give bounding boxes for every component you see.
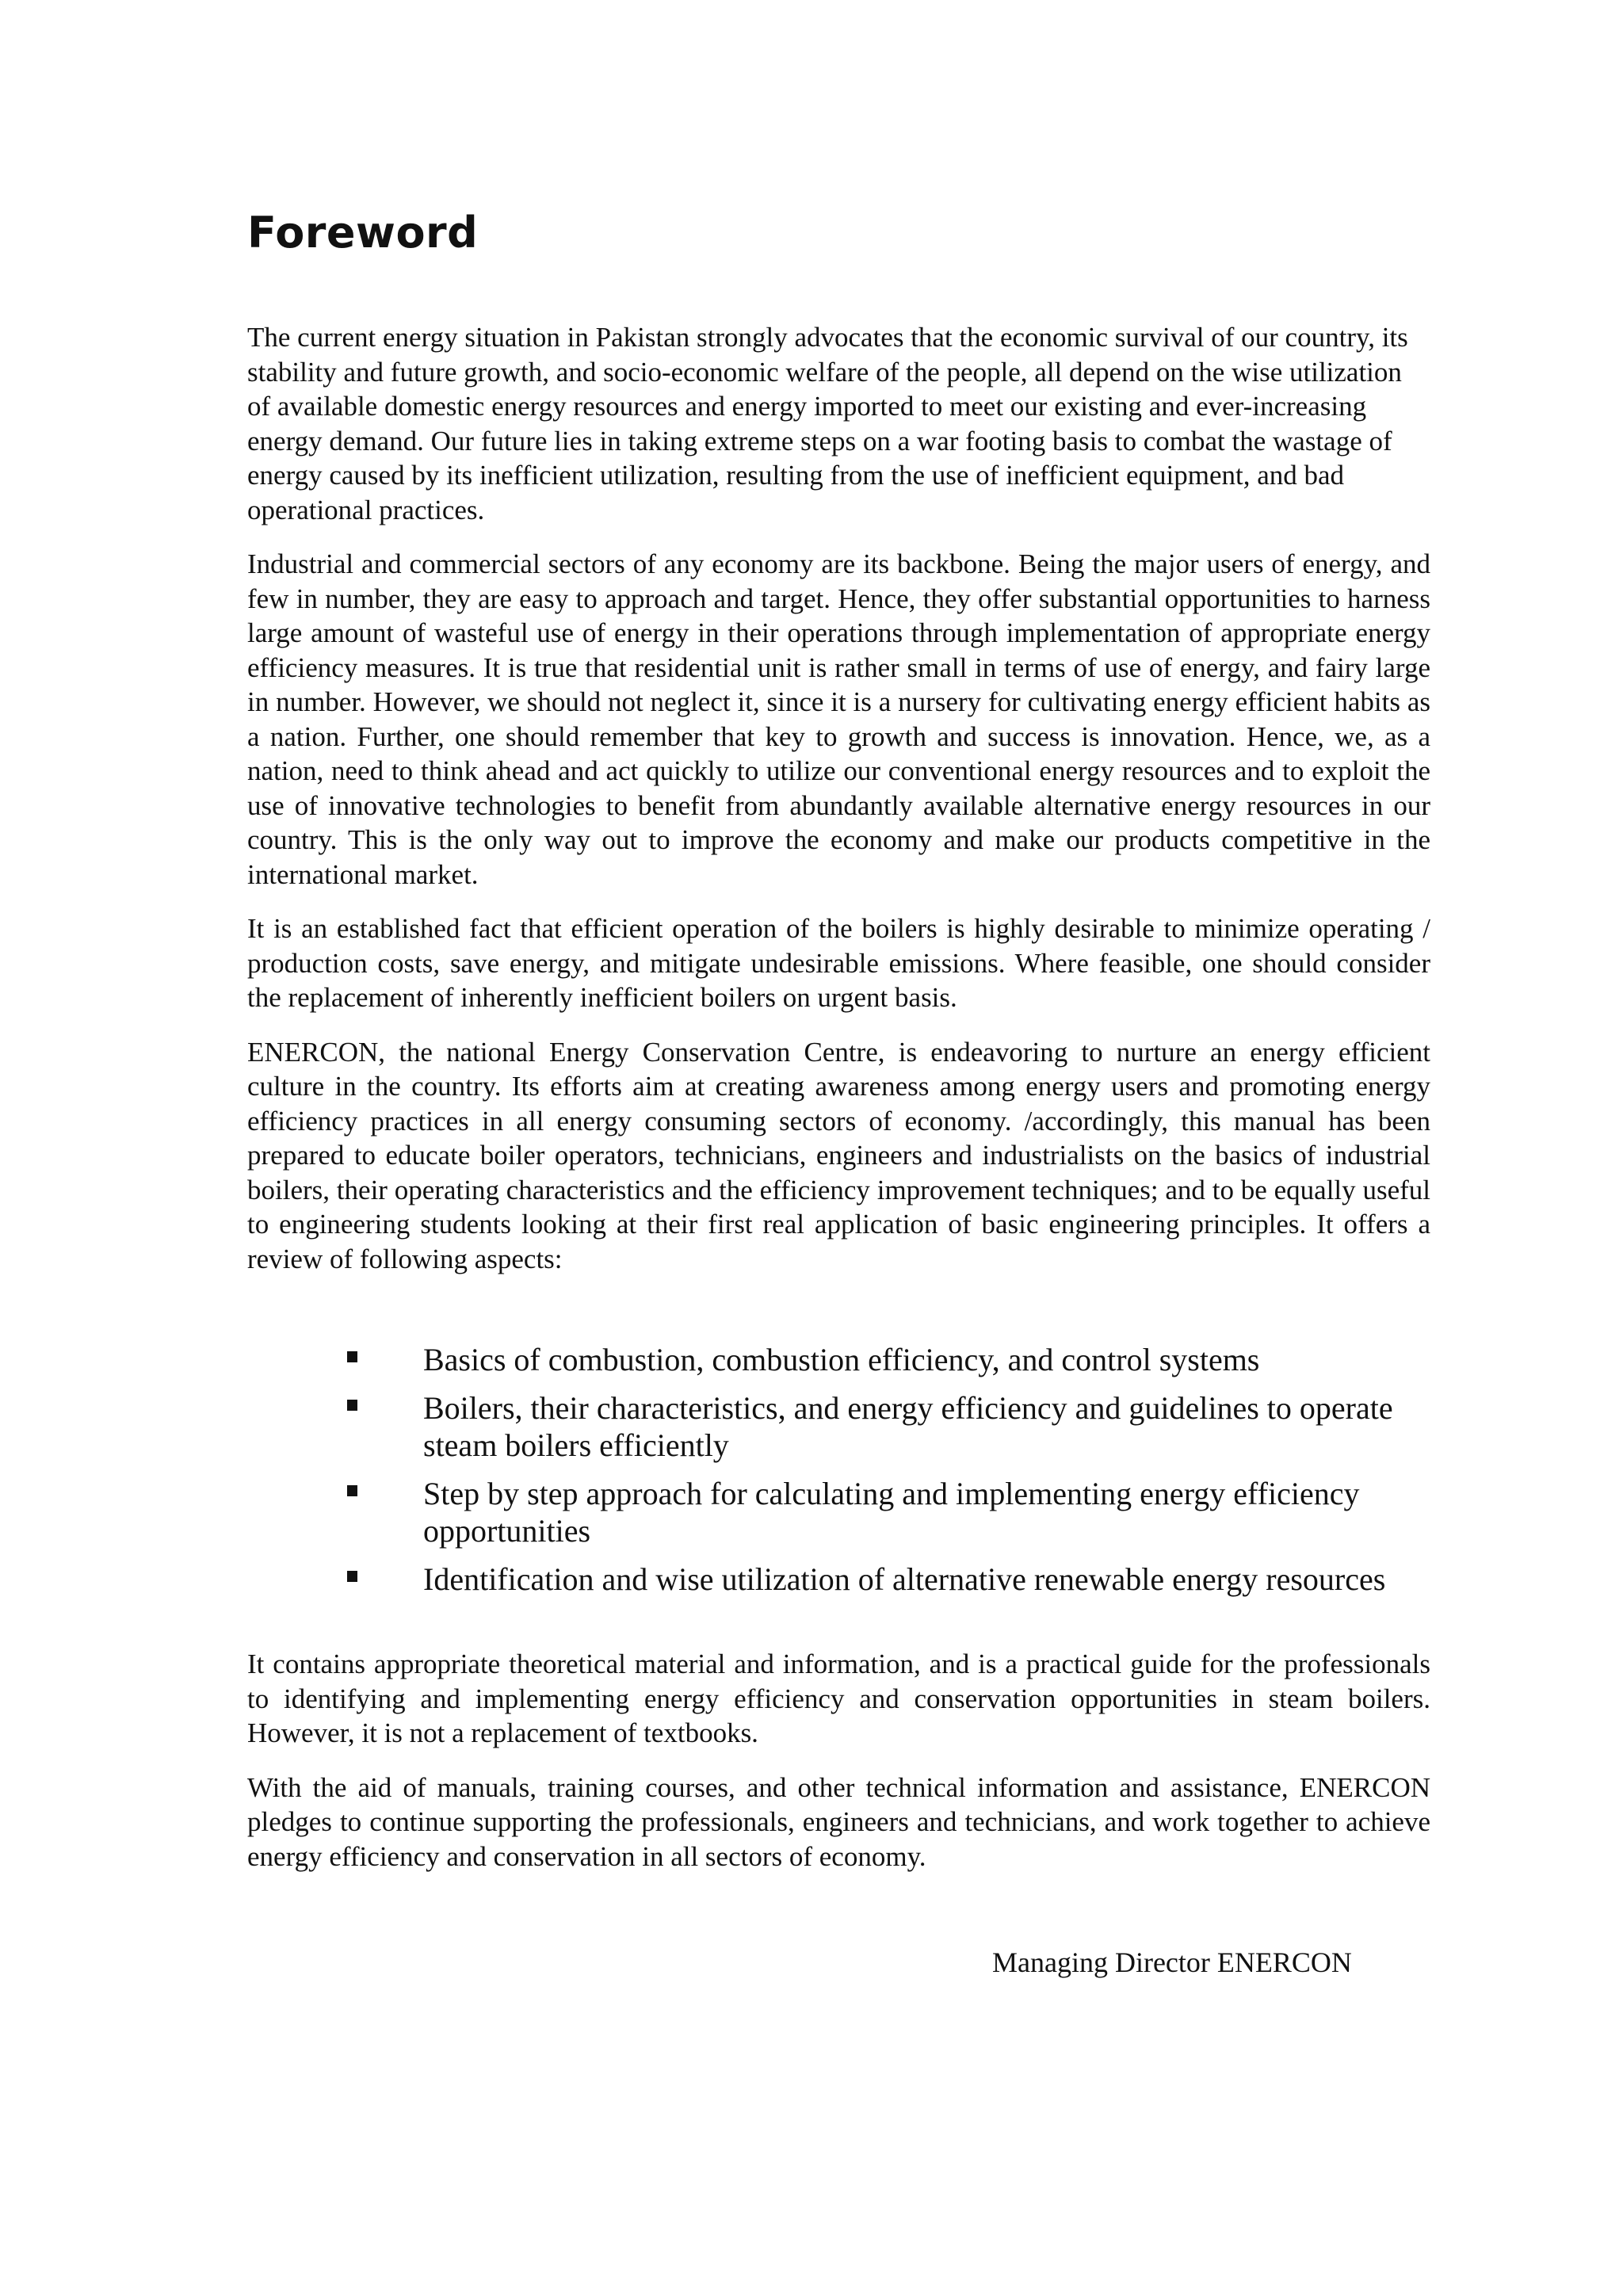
paragraph-boiler-efficiency: It is an established fact that efficient operation of the boilers is highly desirable to minimize operating / production costs, save energy, and mitigate undesirable emissions. Where feasible, one should consider the replacement of inherently inefficient boilers on urgent basis. bbox=[247, 913, 1430, 1013]
square-bullet-icon bbox=[347, 1400, 357, 1411]
signature: Managing Director ENERCON bbox=[992, 1946, 1352, 1978]
list-item-text: Step by step approach for calculating and implementing energy efficiency opportunities bbox=[423, 1476, 1360, 1549]
list-item-text: Identification and wise utilization of alternative renewable energy resources bbox=[423, 1561, 1386, 1597]
square-bullet-icon bbox=[347, 1485, 357, 1496]
paragraph-enercon: ENERCON, the national Energy Conservation Centre, is endeavoring to nurture an energy efficient culture in the country. Its efforts aim at creating awareness among energy users and promoting energy efficiency practices in all energy consuming sectors of economy. /accordingly, this manual has been prepared to educate boiler operators, technicians, engineers and industrialists on the basics of industrial boilers, their operating characteristics and the efficiency improvement techniques; and to be equally useful to engineering students looking at their first real application of basic engineering principles. It offers a review of following aspects: bbox=[247, 1036, 1430, 1274]
square-bullet-icon bbox=[347, 1571, 357, 1582]
list-item bbox=[247, 1475, 1430, 1549]
page-title: Foreword bbox=[247, 208, 479, 258]
intro-text bbox=[247, 320, 1430, 1296]
list-item bbox=[247, 1561, 1430, 1598]
list-item-text: Boilers, their characteristics, and energy efficiency and guidelines to operate steam boilers efficiently bbox=[423, 1390, 1393, 1463]
list-item-text: Basics of combustion, combustion efficiency, and control systems bbox=[423, 1342, 1260, 1377]
square-bullet-icon bbox=[347, 1351, 357, 1362]
paragraph-energy-situation: The current energy situation in Pakistan strongly advocates that the economic survival of our country, its stability and future growth, and socio-economic welfare of the people, all depend on the wise utilization of available domestic energy resources and energy imported to meet our existing and ever-increasing energy demand. Our future lies in taking extreme steps on a war footing basis to combat the wastage of energy caused by its inefficient utilization, resulting from the use of inefficient equipment, and bad operational practices. bbox=[247, 322, 1408, 525]
list-item bbox=[247, 1341, 1430, 1378]
paragraph-industrial-sectors: Industrial and commercial sectors of any economy are its backbone. Being the major users of energy, and few in number, they are easy to approach and target. Hence, they offer substantial opportunities to harness large amount of wasteful use of energy in their operations through implementation of appropriate energy efficiency measures. It is true that residential unit is rather small in terms of use of energy, and fairy large in number. However, we should not neglect it, since it is a nursery for cultivating energy efficient habits as a nation. Further, one should remember that key to growth and success is innovation. Hence, we, as a nation, need to think ahead and act quickly to utilize our conventional energy resources and to exploit the use of innovative technologies to benefit from abundantly available alternative energy resources in our country. This is the only way out to improve the economy and make our products competitive in the international market. bbox=[247, 548, 1430, 890]
aspects-list bbox=[247, 1341, 1430, 1609]
list-item bbox=[247, 1389, 1430, 1464]
paragraph-practical-guide: It contains appropriate theoretical material and information, and is a practical guide for the professionals to identifying and implementing energy efficiency and conservation opportunities in steam boilers. However, it is not a replacement of textbooks. bbox=[247, 1648, 1430, 1748]
closing-text bbox=[247, 1647, 1430, 1893]
paragraph-enercon-pledge: With the aid of manuals, training courses, and other technical information and assistance, ENERCON pledges to continue supporting the professionals, engineers and technicians, and work together to achieve energy efficiency and conservation in all sectors of economy. bbox=[247, 1771, 1430, 1872]
